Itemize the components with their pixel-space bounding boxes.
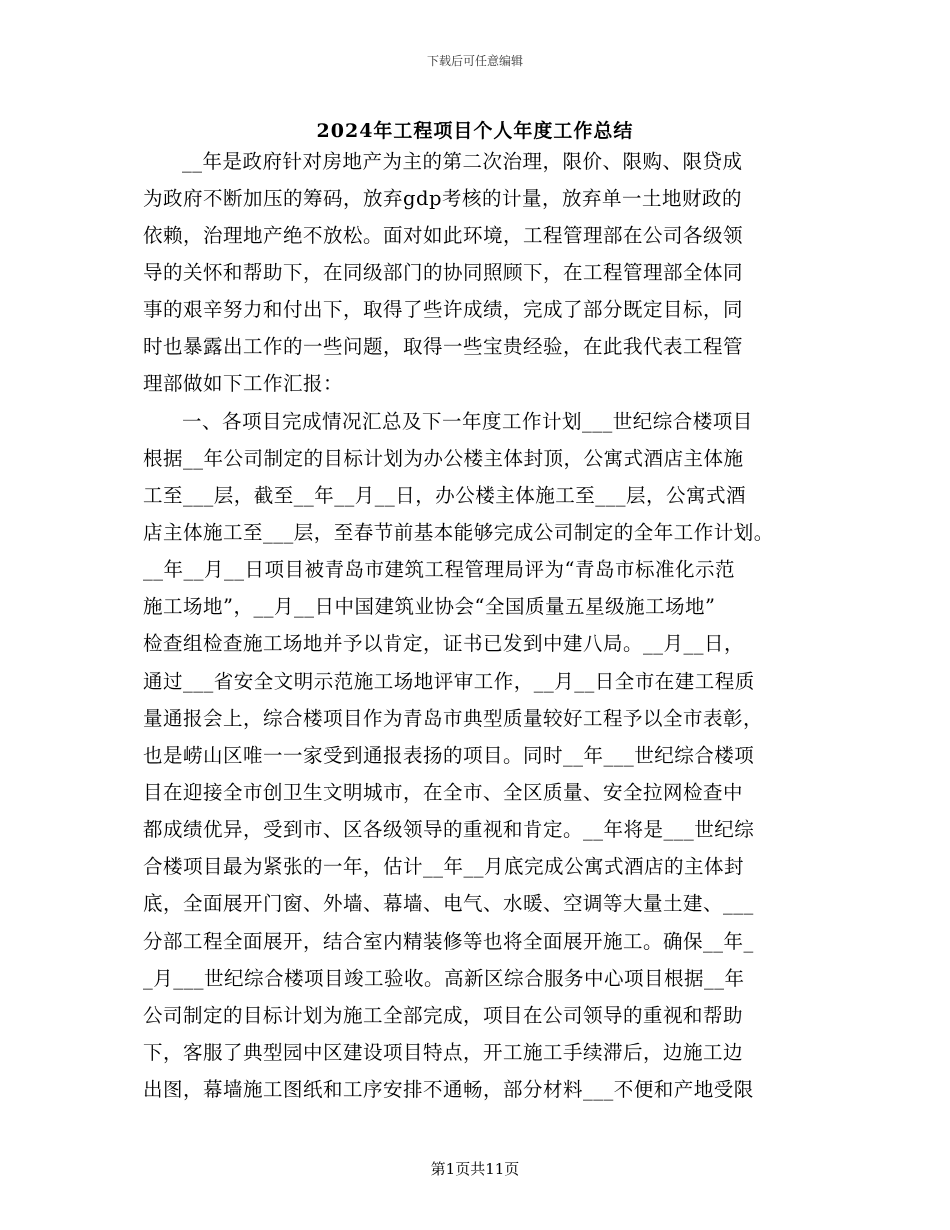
body-line: _月___世纪综合楼项目竣工验收。高新区综合服务中心项目根据__年 [143,967,745,990]
body-line: 通过___省安全文明示范施工场地评审工作，__月__日全市在建工程质 [143,670,755,693]
body-line: 也是崂山区唯一一家受到通报表扬的项目。同时__年___世纪综合楼项 [143,744,755,767]
page-header-note: 下载后可任意编辑 [426,54,523,68]
body-line: 依赖，治理地产绝不放松。面对如此环境，工程管理部在公司各级领 [143,224,744,247]
body-line: 一、各项目完成情况汇总及下一年度工作计划___世纪综合楼项目 [182,410,753,433]
body-line: 店主体施工至___层，至春节前基本能够完成公司制定的全年工作计划。 [143,521,774,544]
body-line: 理部做如下工作汇报： [143,372,344,395]
body-line: 时也暴露出工作的一些问题，取得一些宝贵经验，在此我代表工程管 [143,335,744,358]
body-line: 目在迎接全市创卫生文明城市，在全市、全区质量、安全拉网检查中 [143,781,744,804]
body-line: 量通报会上，综合楼项目作为青岛市典型质量较好工程予以全市表彰， [143,707,764,730]
body-line: 底，全面展开门窗、外墙、幕墙、电气、水暖、空调等大量土建、___ [143,892,754,915]
body-line: __年__月__日项目被青岛市建筑工程管理局评为“青岛市标准化示范 [143,558,735,581]
body-line: 出图，幕墙施工图纸和工序安排不通畅，部分材料___不便和产地受限 [143,1078,754,1101]
body-line: 根据__年公司制定的目标计划为办公楼主体封顶，公寓式酒店主体施 [143,447,744,470]
body-line: 下，客服了典型园中区建设项目特点，开工施工手续滞后，边施工边 [143,1041,744,1064]
body-line: 为政府不断加压的筹码，放弃gdp考核的计量，放弃单一土地财政的 [143,187,742,210]
body-line: 都成绩优异，受到市、区各级领导的重视和肯定。__年将是___世纪综 [143,818,755,841]
document-title: 2024年工程项目个人年度工作总结 [316,120,634,142]
body-line: 工至___层，截至__年__月__日，办公楼主体施工至___层，公寓式酒 [143,484,747,507]
page-number: 第1页共11页 [430,1160,520,1178]
body-line: 检查组检查施工场地并予以肯定，证书已发到中建八局。__月__日， [143,632,745,655]
body-line: 施工场地”，__月__日中国建筑业协会“全国质量五星级施工场地” [143,595,716,618]
body-line: 事的艰辛努力和付出下，取得了些许成绩，完成了部分既定目标，同 [143,298,744,321]
body-line: 公司制定的目标计划为施工全部完成，项目在公司领导的重视和帮助 [143,1004,744,1027]
body-line: __年是政府针对房地产为主的第二次治理，限价、限购、限贷成 [182,150,743,173]
body-line: 分部工程全面展开，结合室内精装修等也将全面展开施工。确保__年_ [143,930,754,953]
body-line: 合楼项目最为紧张的一年，估计__年__月底完成公寓式酒店的主体封 [143,855,745,878]
body-line: 导的关怀和帮助下，在同级部门的协同照顾下，在工程管理部全体同 [143,261,744,284]
